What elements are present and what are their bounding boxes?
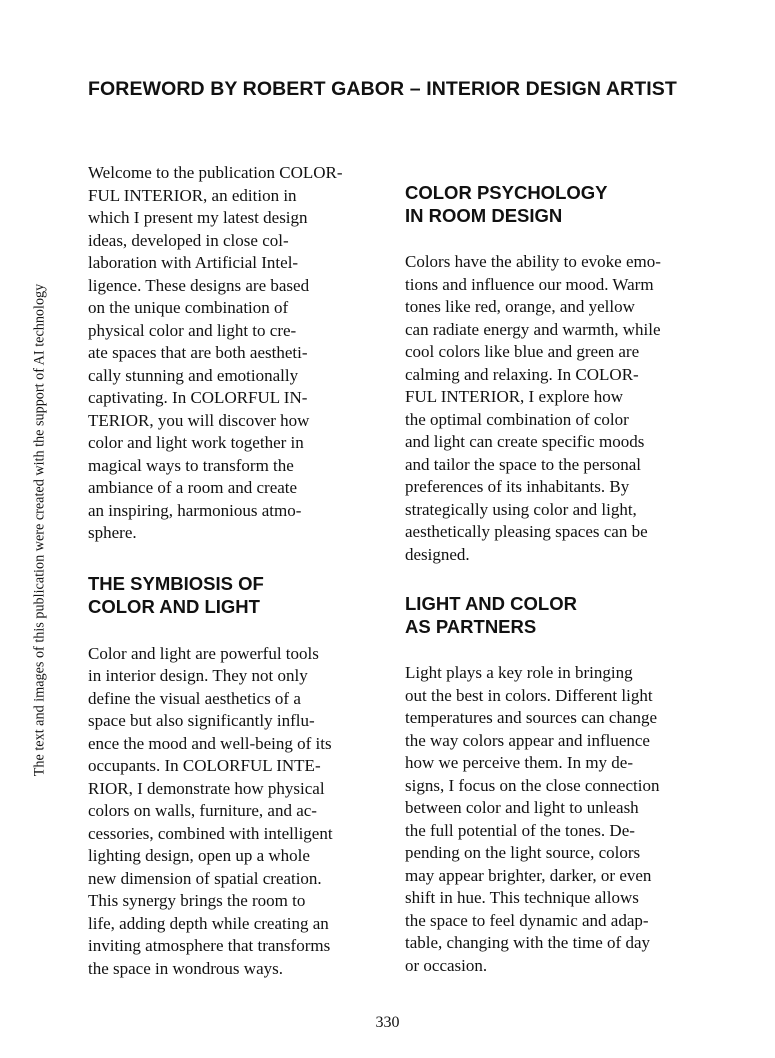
text-line: THE SYMBIOSIS OF [88, 572, 264, 594]
ai-disclaimer-note: The text and images of this publication were created with the support of AI technology [31, 283, 48, 777]
text-line: the full potential of the tones. De- [405, 820, 635, 840]
text-line: cessories, combined with intelligent [88, 823, 333, 843]
text-line: ate spaces that are both aestheti- [88, 343, 308, 362]
text-line: can radiate energy and warmth, while [405, 319, 661, 339]
text-line: ambiance of a room and create [88, 478, 298, 497]
light-and-color-heading [405, 592, 695, 638]
text-line: out the best in colors. Different light [405, 685, 653, 705]
text-line: ligence. These designs are based [88, 275, 310, 295]
text-line: aesthetically pleasing spaces can be [405, 522, 648, 541]
text-line: life, adding depth while creating an [88, 913, 329, 933]
text-line: physical color and light to cre- [88, 320, 297, 340]
text-line: occupants. In COLORFUL INTE- [88, 756, 321, 775]
text-line: AS PARTNERS [405, 616, 537, 637]
color-psychology-heading [405, 181, 695, 227]
text-line: FUL INTERIOR, an edition in [88, 185, 297, 205]
text-line: define the visual aesthetics of a [88, 688, 301, 708]
text-line: Colors have the ability to evoke emo- [405, 252, 661, 271]
text-line: ideas, developed in close col- [88, 230, 289, 250]
text-line: colors on walls, furniture, and ac- [88, 801, 317, 820]
text-line: or occasion. [405, 955, 488, 975]
text-line: captivating. In COLORFUL IN- [88, 388, 308, 407]
text-line: and tailor the space to the personal [405, 454, 642, 474]
text-line: shift in hue. This technique allows [405, 888, 639, 907]
text-line: FUL INTERIOR, I explore how [405, 387, 623, 406]
left-column [88, 162, 373, 980]
page-title: FOREWORD BY ROBERT GABOR – INTERIOR DESIGN ARTIST [88, 78, 677, 100]
text-line: ence the mood and well-being of its [88, 733, 332, 753]
text-line: tones like red, orange, and yellow [405, 297, 635, 316]
text-line: calming and relaxing. In COLOR- [405, 364, 639, 384]
text-line: color and light work together in [88, 433, 304, 452]
text-line: RIOR, I demonstrate how physical [88, 778, 325, 798]
text-line: tions and influence our mood. Warm [405, 274, 654, 294]
text-line: COLOR AND LIGHT [88, 595, 260, 617]
text-line: how we perceive them. In my de- [405, 753, 633, 772]
text-line: which I present my latest design [88, 208, 308, 227]
page-number: 330 [375, 1014, 400, 1031]
text-line: inviting atmosphere that transforms [88, 936, 331, 955]
text-line: an inspiring, harmonious atmo- [88, 500, 302, 520]
text-line: IN ROOM DESIGN [405, 205, 563, 226]
text-line: COLOR PSYCHOLOGY [405, 182, 608, 203]
text-line: the space in wondrous ways. [88, 958, 283, 978]
text-line: Light plays a key role in bringing [405, 663, 633, 682]
text-line: pending on the light source, colors [405, 843, 641, 862]
text-line: signs, I focus on the close connection [405, 775, 660, 795]
text-line: the way colors appear and influence [405, 730, 650, 750]
text-line: LIGHT AND COLOR [405, 593, 577, 614]
text-line: may appear brighter, darker, or even [405, 865, 652, 885]
text-line: and light can create specific moods [405, 432, 645, 451]
light-and-color-paragraph [405, 662, 695, 977]
text-line: cool colors like blue and green are [405, 342, 640, 361]
text-line: sphere. [88, 523, 137, 542]
text-line: designed. [405, 544, 470, 564]
text-line: lighting design, open up a whole [88, 846, 310, 865]
right-column [405, 162, 695, 977]
text-line: Color and light are powerful tools [88, 643, 319, 663]
text-line: space but also significantly influ- [88, 711, 315, 730]
text-line: the space to feel dynamic and adap- [405, 910, 649, 930]
text-line: This synergy brings the room to [88, 891, 306, 910]
text-line: on the unique combination of [88, 298, 289, 317]
text-line: temperatures and sources can change [405, 708, 658, 727]
text-line: table, changing with the time of day [405, 933, 651, 952]
color-psychology-paragraph [405, 251, 695, 566]
text-line: new dimension of spatial creation. [88, 868, 322, 888]
text-line: between color and light to unleash [405, 798, 639, 817]
text-line: magical ways to transform the [88, 455, 294, 475]
text-line: Welcome to the publication COLOR- [88, 163, 343, 182]
intro-paragraph [88, 162, 373, 545]
symbiosis-heading [88, 572, 373, 618]
text-line: TERIOR, you will discover how [88, 410, 310, 430]
text-line: in interior design. They not only [88, 666, 308, 685]
text-line: strategically using color and light, [405, 499, 637, 519]
text-line: preferences of its inhabitants. By [405, 477, 630, 496]
text-line: cally stunning and emotionally [88, 365, 299, 385]
symbiosis-paragraph [88, 643, 373, 981]
text-line: the optimal combination of color [405, 409, 629, 429]
text-line: laboration with Artificial Intel- [88, 253, 299, 272]
